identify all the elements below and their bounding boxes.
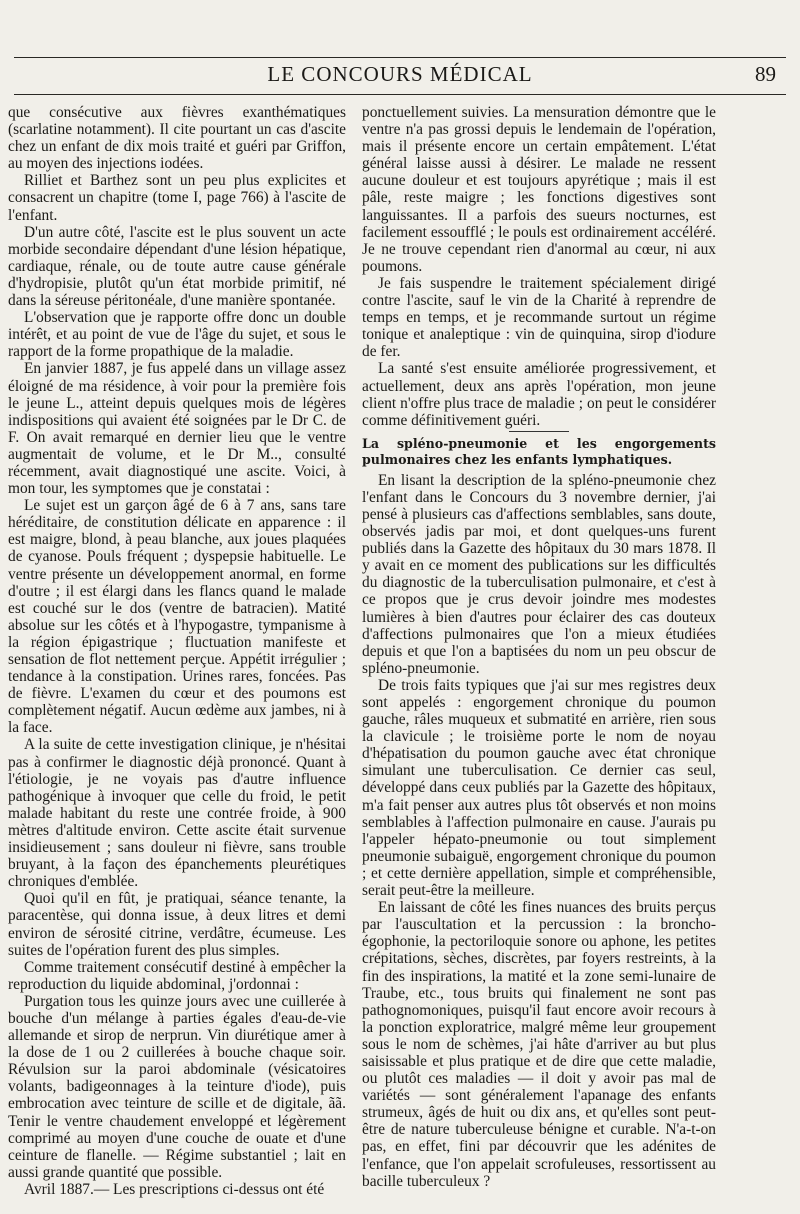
- paragraph: La santé s'est ensuite améliorée progressivement, et actuellement, deux ans après l'opération, mon jeune client n'offre plus trace de maladie ; on peut le considérer comme définitivement guéri.: [362, 360, 716, 429]
- paragraph: De trois faits typiques que j'ai sur mes registres deux sont appelés : engorgement chronique du poumon gauche, râles muqueux et submatité en arrière, rien sous la clavicule ; le troisième porte le nom de noyau d'hépatisation du poumon gauche avec état chronique simulant une tuberculisation. Ce dernier cas seul, développé dans ceux publiés par la Gazette des hôpitaux, m'a fait penser aux autres plus tôt observés et non moins semblables à l'affection pulmonaire en cause. J'aurais pu l'appeler hépato-pneumonie ou tout simplement pneumonie subaiguë, engorgement chronique du poumon ; et cette dernière appellation, simple et compréhensible, serait peut-être la meilleure.: [362, 676, 716, 900]
- page-number: 89: [755, 62, 776, 86]
- section-heading: La spléno-pneumonie et les engorgements pulmonaires chez les enfants lymphatiques.: [362, 435, 716, 467]
- page-header: [14, 62, 786, 90]
- section-divider: [509, 431, 569, 432]
- right-column: [362, 104, 716, 1190]
- paragraph: Je fais suspendre le traitement spécialement dirigé contre l'ascite, sauf le vin de la Charité à reprendre de temps en temps, et je recommande surtout un régime tonique et analeptique : vin de quinquina, sirop d'iodure de fer.: [362, 274, 716, 361]
- paragraph: En lisant la description de la spléno-pneumonie chez l'enfant dans le Concours du 3 novembre dernier, j'ai pensé à plusieurs cas d'affections semblables, sans doute, observés jadis par moi, et dont quelques-uns furent publiés dans la Gazette des hôpitaux du 30 mars 1878. Il y avait en ce moment des publications sur les difficultés du diagnostic de la tuberculisation pulmonaire, et c'est à ce propos que je crus devoir joindre mes modestes lumières à bien d'autres pour éclairer des cas douteux d'affections pulmonaires que l'on a mieux étudiées depuis et que l'on a baptisées du nom un peu obscur de spléno-pneumonie.: [362, 471, 716, 677]
- paragraph: En janvier 1887, je fus appelé dans un village assez éloigné de ma résidence, à voir pour la première fois le jeune L., atteint depuis quelques mois de légères indispositions qui avaient été soignées par le Dr C. de F. On avait remarqué en dernier lieu que le ventre augmentait de volume, et le Dr M.., consulté récemment, avait diagnostiqué une ascite. Voici, à mon tour, les symptomes que je constatai :: [8, 360, 346, 498]
- left-column: [8, 104, 346, 1198]
- paragraph: que consécutive aux fièvres exanthématiques (scarlatine notamment). Il cite pourtant un cas d'ascite chez un enfant de dix mois traité et guéri par Griffon, au moyen des injections iodées.: [8, 104, 346, 173]
- top-rule: [14, 57, 786, 58]
- paragraph: D'un autre côté, l'ascite est le plus souvent un acte morbide secondaire dépendant d'une lésion hépatique, cardiaque, rénale, ou de toute autre cause générale d'hydropisie, plutôt qu'un état morbide primitif, né dans la séreuse péritonéale, d'une manière spontanée.: [8, 223, 346, 310]
- paragraph: ponctuellement suivies. La mensuration démontre que le ventre n'a pas grossi depuis le lendemain de l'opération, mais il présente encore un certain empâtement. L'état général laisse aussi à désirer. Le malade ne ressent aucune douleur et est toujours apyrétique ; mais il est pâle, reste maigre ; les fonctions digestives sont languissantes. Il a parfois des sueurs nocturnes, est facilement essoufflé ; le pouls est ordinairement accéléré. Je ne trouve cependant rien d'anormal au cœur, ni aux poumons.: [362, 104, 716, 275]
- paragraph: L'observation que je rapporte offre donc un double intérêt, et au point de vue de l'âge du sujet, et sous le rapport de la forme propathique de la maladie.: [8, 309, 346, 361]
- paragraph: Avril 1887.— Les prescriptions ci-dessus ont été: [24, 1180, 325, 1198]
- paragraph: Comme traitement consécutif destiné à empêcher la reproduction du liquide abdominal, j'ordonnai :: [8, 958, 346, 993]
- header-rule: [14, 94, 786, 95]
- paragraph: Rilliet et Barthez sont un peu plus explicites et consacrent un chapitre (tome I, page 766) à l'ascite de l'enfant.: [8, 172, 346, 224]
- paragraph: En laissant de côté les fines nuances des bruits perçus par l'auscultation et la percussion : la broncho-égophonie, la pectoriloquie sonore ou aphone, les petites crépitations, sèches, discrètes, par foyers restreints, à la fin des inspirations, la matité et la zone semi-lunaire de Traube, etc., tous bruits qui finalement ne sont pas pathognomoniques, puisqu'il faut encore avoir recours à la ponction exploratrice, malgré même leur groupement sous le nom de schèmes, j'ai hâte d'arriver au but plus saisissable et plus pratique et de dire que cette maladie, ou plutôt ces maladies — il doit y avoir pas mal de variétés — sont généralement l'apanage des enfants strumeux, âgés de huit ou dix ans, et qu'elles sont peut-être de nature tuberculeuse bénigne et curable. N'a-t-on pas, en effet, fini par découvrir que les adénites de l'enfance, que l'on appelait scrofuleuses, ressortissent au bacille tuberculeux ?: [362, 899, 716, 1190]
- paragraph: A la suite de cette investigation clinique, je n'hésitai pas à confirmer le diagnostic déjà prononcé. Quant à l'étiologie, je ne voyais pas d'autre influence pathogénique à invoquer que celle du froid, le petit malade habitant du reste une contrée froide, à 900 mètres d'altitude environ. Cette ascite était survenue insidieusement ; sans douleur ni fièvre, sans trouble bruyant, à la façon des épanchements pleurétiques chroniques d'emblée.: [8, 736, 346, 891]
- journal-title: LE CONCOURS MÉDICAL: [267, 62, 533, 86]
- paragraph: Le sujet est un garçon âgé de 6 à 7 ans, sans tare héréditaire, de constitution délicate en apparence : il est maigre, blond, à peau blanche, aux joues plaquées de cyanose. Pouls fréquent ; dyspepsie habituelle. Le ventre présente un développement anormal, en forme d'outre ; il est élargi dans les flancs quand le malade est couché sur le dos (ventre de batracien). Matité absolue sur les côtés et à l'hypogastre, tympanisme à la région épigastrique ; fluctuation manifeste et sensation de flot nettement perçue. Appétit irrégulier ; tendance à la constipation. Urines rares, foncées. Pas de fièvre. L'examen du cœur et des poumons est complètement négatif. Aucun œdème aux jambes, ni à la face.: [8, 497, 346, 737]
- paragraph: Quoi qu'il en fût, je pratiquai, séance tenante, la paracentèse, qui donna issue, à deux litres et demi environ de sérosité citrine, verdâtre, écumeuse. Les suites de l'opération furent des plus simples.: [8, 890, 346, 959]
- paragraph: Purgation tous les quinze jours avec une cuillerée à bouche d'un mélange à parties égales d'eau-de-vie allemande et sirop de nerprun. Vin diurétique amer à la dose de 1 ou 2 cuillerées à bouche chaque soir. Révulsion sur la paroi abdominale (vésicatoires volants, badigeonnages à la teinture d'iode), puis embrocation avec teinture de scille et de digitale, ãã. Tenir le ventre chaudement enveloppé et légèrement comprimé au moyen d'une couche de ouate et d'une ceinture de flanelle. — Régime substantiel ; lait en aussi grande quantité que possible.: [8, 992, 346, 1181]
